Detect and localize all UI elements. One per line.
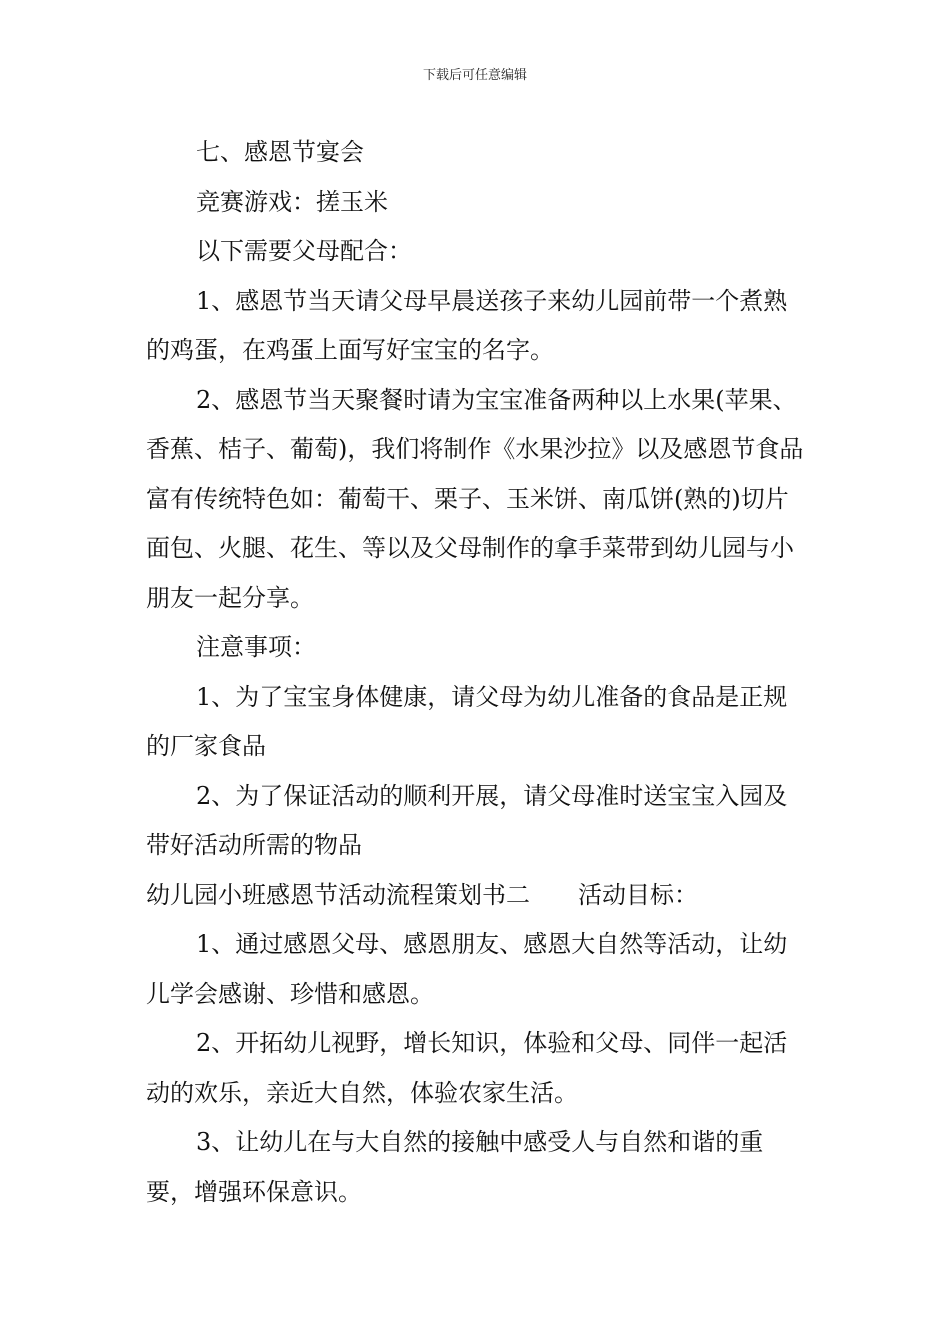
page-header: 下载后可任意编辑	[422, 68, 527, 83]
goal-1: 1、通过感恩父母、感恩朋友、感恩大自然等活动，让幼儿学会感谢、珍惜和感恩。	[146, 930, 788, 1008]
paragraph-note-2: 2、为了保证活动的顺利开展，请父母准时送宝宝入园及带好活动所需的物品	[146, 781, 788, 859]
document-body	[146, 128, 808, 1217]
section-subtitle: 活动目标：	[578, 880, 698, 909]
paragraph-notes-heading: 注意事项：	[196, 633, 316, 661]
paragraph-note-1: 1、为了宝宝身体健康，请父母为幼儿准备的食品是正规的厂家食品	[146, 682, 788, 760]
goal-2: 2、开拓幼儿视野，增长知识，体验和父母、同伴一起活动的欢乐，亲近大自然，体验农家生活。	[146, 1029, 788, 1107]
section-title-line	[146, 871, 808, 921]
paragraph-game: 竞赛游戏：搓玉米	[196, 187, 388, 216]
section-title: 幼儿园小班感恩节活动流程策划书二	[146, 880, 530, 909]
heading-banquet: 七、感恩节宴会	[196, 138, 364, 166]
goal-3: 3、让幼儿在与大自然的接触中感受人与自然和谐的重要，增强环保意识。	[146, 1128, 764, 1206]
paragraph-egg: 1、感恩节当天请父母早晨送孩子来幼儿园前带一个煮熟的鸡蛋，在鸡蛋上面写好宝宝的名字。	[146, 286, 788, 364]
paragraph-parents-intro: 以下需要父母配合：	[196, 237, 412, 265]
paragraph-fruit: 2、感恩节当天聚餐时请为宝宝准备两种以上水果(苹果、香蕉、桔子、葡萄)，我们将制作《水果沙拉》以及感恩节食品富有传统特色如：葡萄干、栗子、玉米饼、南瓜饼(熟的)切片面包、火腿、花生、等以及父母制作的拿手菜带到幼儿园与小朋友一起分享。	[146, 385, 804, 612]
